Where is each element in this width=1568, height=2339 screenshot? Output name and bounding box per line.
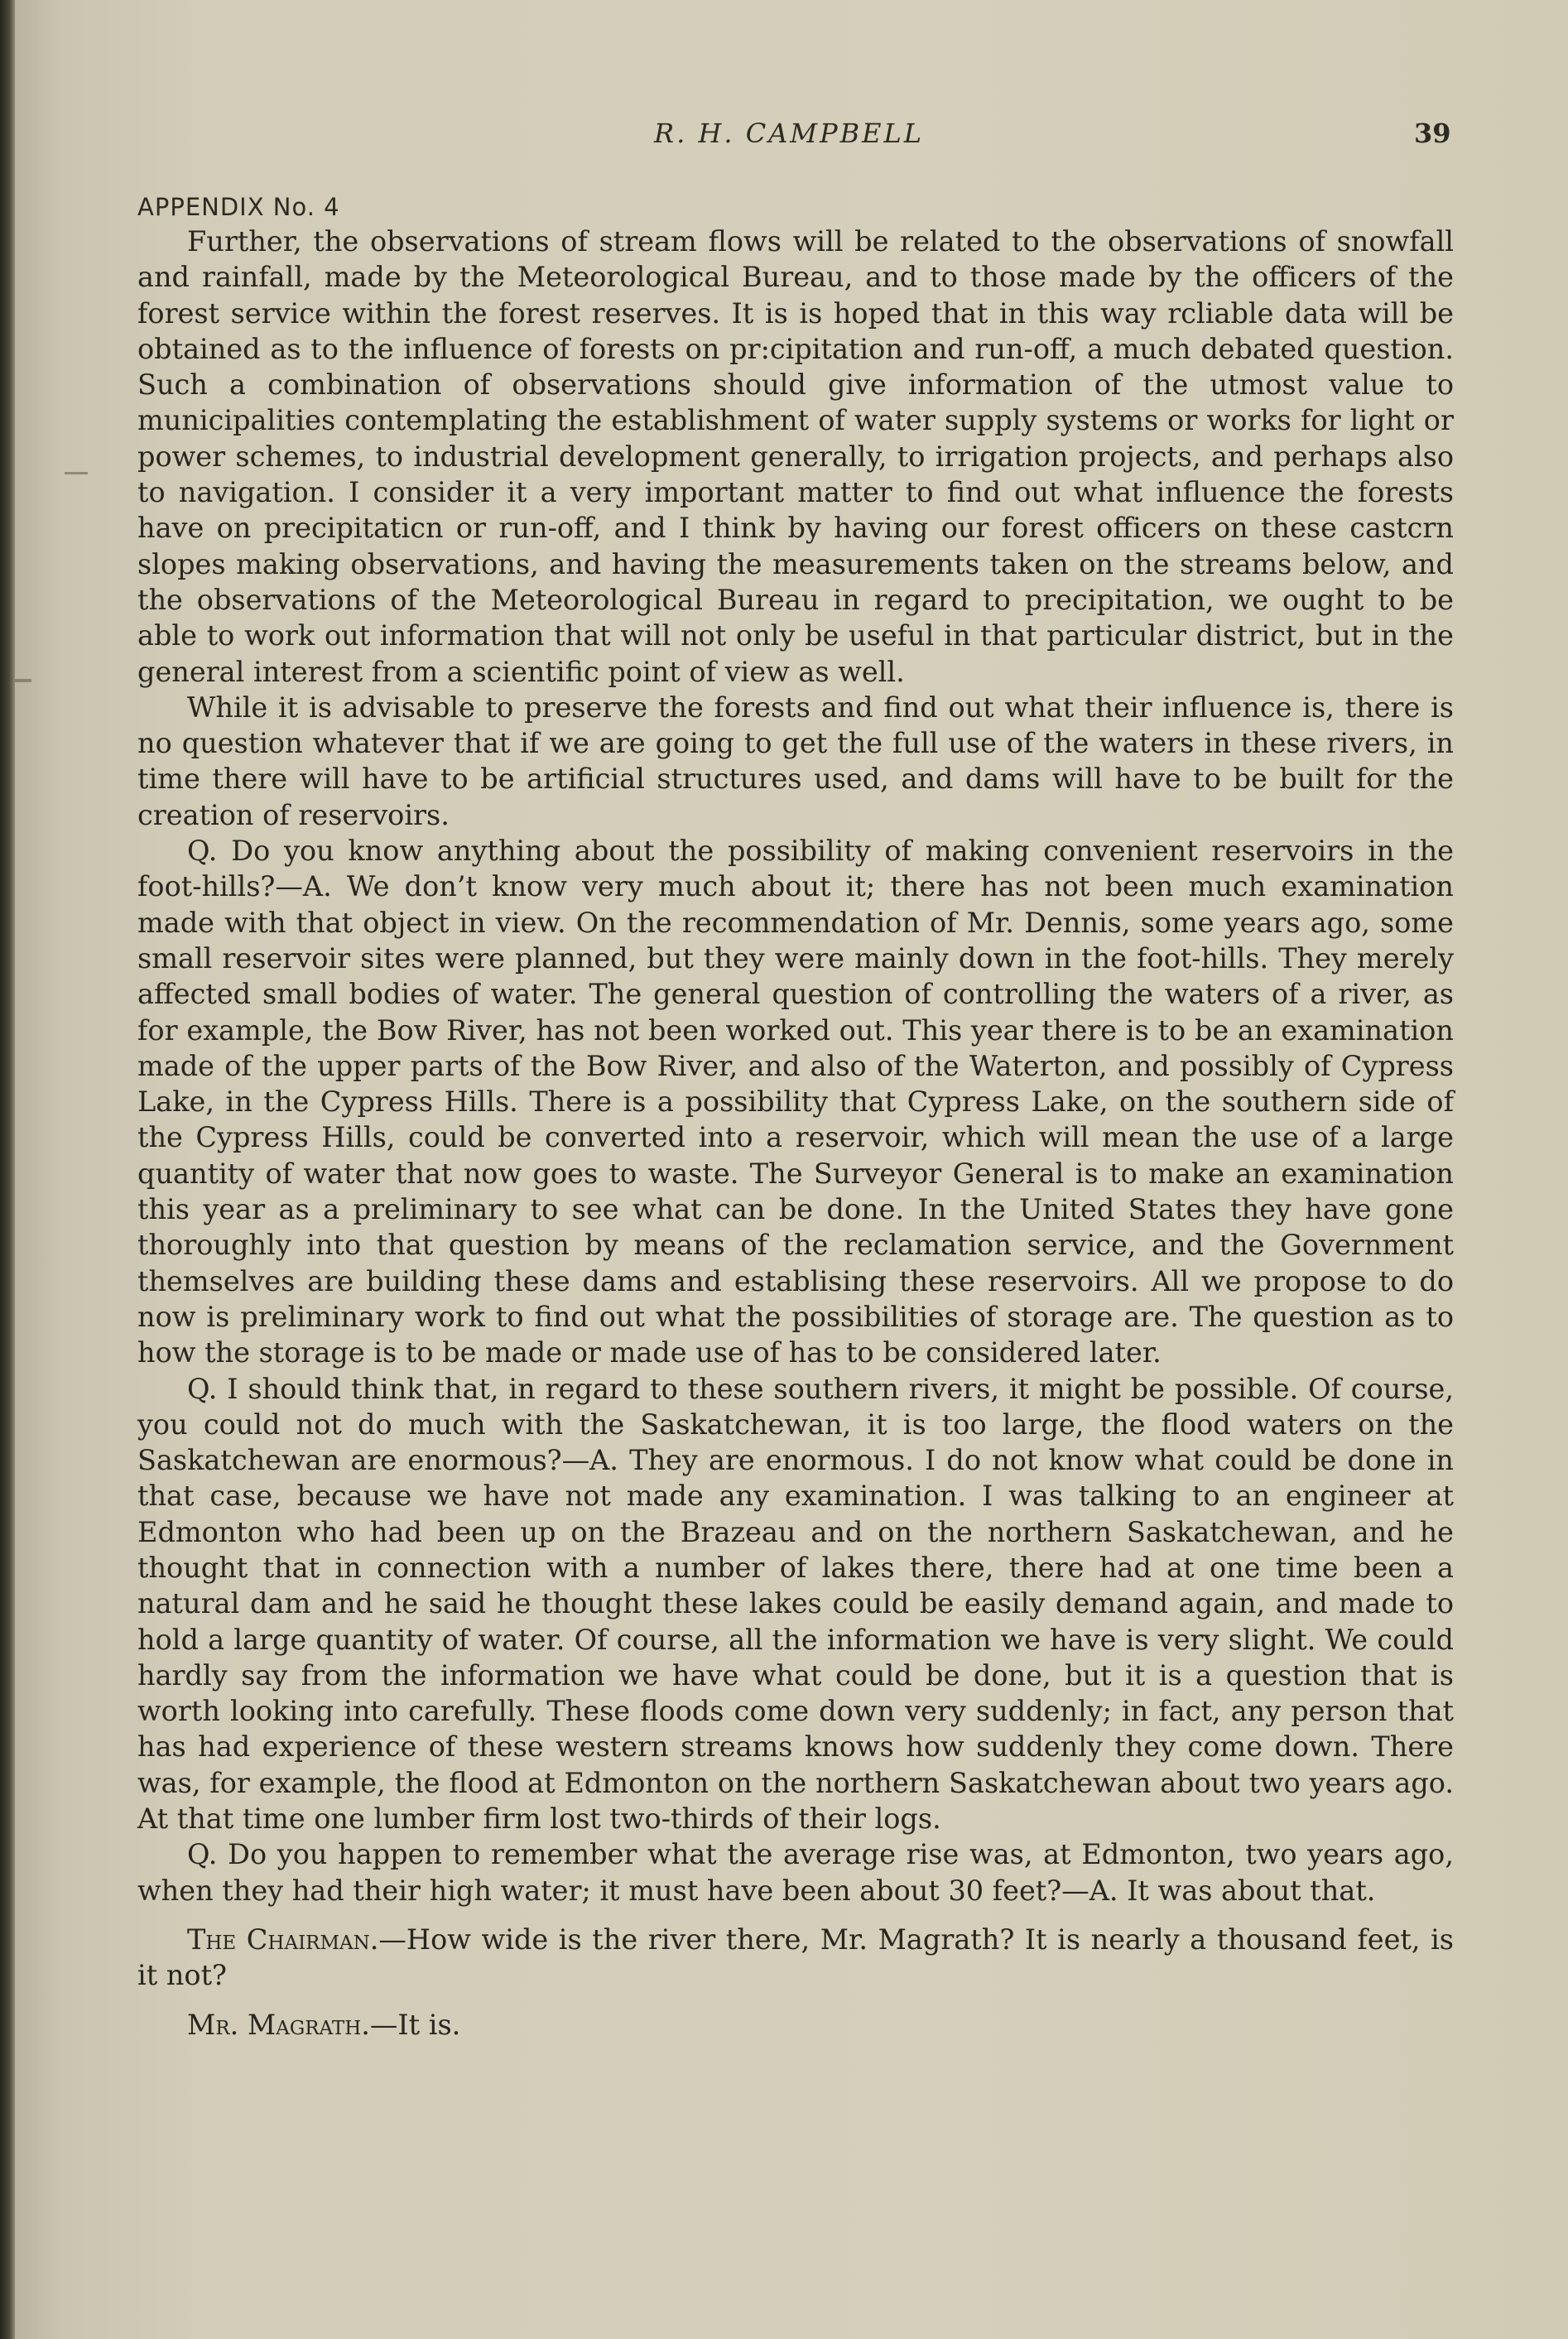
page-number: 39	[1414, 118, 1451, 149]
paragraph: Q. I should think that, in regard to these southern rivers, it might be possible. Of course, you could not do much with the Saskatchewan, it is too large, the flood waters on the Saskatchewan are enormous?—A. They are enormous. I do not know what could be done in that case, because we have not made any examination. I was talking to an engineer at Edmonton who had been up on the Brazeau and on the northern Saskatchewan, and he thought that in connection with a number of lakes there, there had at one time been a natural dam and he said he thought these lakes could be easily demand again, and made to hold a large quantity of water. Of course, all the information we have is very slight. We could hardly say from the information we have what could be done, but it is a question that is worth looking into carefully. These floods come down very suddenly; in fact, any person that has had experience of these western streams knows how suddenly they come down. There was, for example, the flood at Edmonton on the northern Saskatchewan about two years ago. At that time one lumber firm lost two-thirds of their logs.	[137, 1372, 1454, 1836]
margin-mark	[65, 472, 88, 474]
book-page	[15, 0, 1568, 2339]
speaker-name: The Chairman.	[187, 1923, 379, 1956]
paragraph: Q. Do you happen to remember what the average rise was, at Edmonton, two years ago, when they had their high water; it must have been about 30 feet?—A. It was about that.	[137, 1838, 1454, 1907]
speaker-name: Mr. Magrath.	[187, 2008, 370, 2041]
paragraph: While it is advisable to preserve the forests and find out what their influence is, there is no question whatever that if we are going to get the full use of the waters in these rivers, in time there will have to be artificial structures used, and dams will have to be built for the creation of reservoirs.	[137, 691, 1454, 831]
book-binding-edge	[0, 0, 15, 2339]
speech-text: —It is.	[369, 2008, 461, 2041]
margin-mark	[15, 679, 31, 682]
dialogue-paragraph	[137, 2007, 1454, 2043]
running-title: R. H. CAMPBELL	[654, 118, 924, 149]
appendix-label: APPENDIX No. 4	[137, 193, 340, 221]
body-text	[137, 224, 1454, 2043]
speech-text: —How wide is the river there, Mr. Magrath? It is nearly a thousand feet, is it not?	[137, 1923, 1455, 1992]
running-head	[15, 118, 1568, 159]
paragraph: Further, the observations of stream flows will be related to the observations of snowfall and rainfall, made by the Meteorological Bureau, and to those made by the officers of the forest service within the forest reserves. It is is hoped that in this way rcliable data will be obtained as to the influence of forests on pr:cipitation and run-off, a much debated question. Such a combination of observations should give information of the utmost value to municipalities contemplating the establishment of water supply systems or works for light or power schemes, to industrial development generally, to irrigation projects, and perhaps also to navigation. I consider it a very important matter to find out what influence the forests have on precipitaticn or run-off, and I think by having our forest officers on these castcrn slopes making observations, and having the measurements taken on the streams below, and the observations of the Meteorological Bureau in regard to precipitation, we ought to be able to work out information that will not only be useful in that particular district, but in the general interest from a scientific point of view as well.	[137, 225, 1454, 688]
paragraph: Q. Do you know anything about the possibility of making convenient reservoirs in the foot-hills?—A. We don’t know very much about it; there has not been much examination made with that object in view. On the recommendation of Mr. Dennis, some years ago, some small reservoir sites were planned, but they were mainly down in the foot-hills. They merely affected small bodies of water. The general question of controlling the waters of a river, as for example, the Bow River, has not been worked out. This year there is to be an examination made of the upper parts of the Bow River, and also of the Waterton, and possibly of Cypress Lake, in the Cypress Hills. There is a possibility that Cypress Lake, on the southern side of the Cypress Hills, could be converted into a reservoir, which will mean the use of a large quantity of water that now goes to waste. The Surveyor General is to make an examination this year as a preliminary to see what can be done. In the United States they have gone thoroughly into that question by means of the reclamation service, and the Government themselves are building these dams and establising these reservoirs. All we propose to do now is preliminary work to find out what the possibilities of storage are. The question as to how the storage is to be made or made use of has to be considered later.	[137, 835, 1454, 1369]
dialogue-paragraph	[137, 1922, 1454, 1994]
